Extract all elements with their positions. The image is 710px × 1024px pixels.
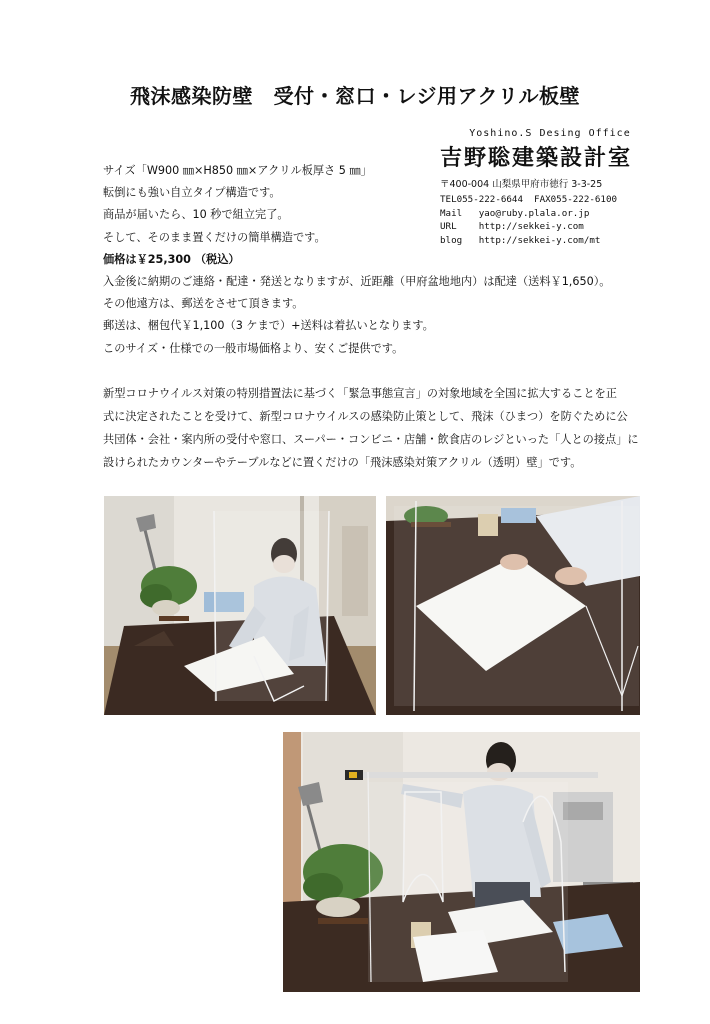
description-line: 共団体・会社・案内所の受付や窓口、スーパー・コンビニ・店舗・飲食店のレジといった「人との接点」に [103, 433, 639, 446]
office-tel-fax: TEL055-222-6644 FAX055-222-6100 [440, 194, 618, 205]
description-line: 式に決定されたことを受けて、新型コロナウイルスの感染防止策として、飛沫（ひまつ）を防ぐために公 [103, 410, 628, 423]
photo-man-measuring [283, 732, 640, 992]
product-spec [103, 160, 663, 360]
spec-far: その他遠方は、郵送をさせて頂きます。 [103, 297, 304, 311]
page-title: 飛沫感染防壁 受付・窓口・レジ用アクリル板壁 [130, 84, 580, 108]
spec-cheap: このサイズ・仕様での一般市場価格より、安くご提供です。 [103, 341, 404, 355]
office-blog[interactable]: blog http://sekkei-y.com/mt [440, 234, 601, 246]
spec-assembly: 商品が届いたら、10 秒で組立完了。 [103, 208, 289, 222]
office-address: 〒400-004 山梨県甲府市徳行 3-3-25 [440, 179, 603, 190]
description-paragraph [103, 382, 643, 474]
spec-price: 価格は￥25,300 （税込） [103, 252, 240, 266]
office-url[interactable]: URL http://sekkei-y.com [440, 221, 584, 232]
office-name-en: Yoshino.S Desing Office [469, 128, 631, 139]
spec-postage: 郵送は、梱包代￥1,100（3 ケまで）+送料は着払いとなります。 [103, 319, 434, 333]
spec-simple: そして、そのまま置くだけの簡単構造です。 [103, 230, 326, 244]
spec-size: サイズ「W900 ㎜×H850 ㎜×アクリル板厚さ 5 ㎜」 [103, 164, 372, 177]
photo-hands-closeup [386, 496, 640, 715]
office-name: 吉野聡建築設計室 [440, 146, 633, 171]
office-mail[interactable]: Mail yao@ruby.plala.or.jp [440, 207, 590, 219]
spec-structure: 転倒にも強い自立タイプ構造です。 [103, 186, 281, 200]
description-line: 新型コロナウイルス対策の特別措置法に基づく「緊急事態宣言」の対象地域を全国に拡大することを正 [103, 387, 617, 400]
photo-man-seated [104, 496, 376, 715]
description-line: 設けられたカウンターやテーブルなどに置くだけの「飛沫感染対策アクリル（透明）壁」です。 [103, 456, 582, 469]
spec-delivery: 入金後に納期のご連絡・配達・発送となりますが、近距離（甲府盆地地内）は配達（送料￥1,650）。 [103, 275, 611, 289]
